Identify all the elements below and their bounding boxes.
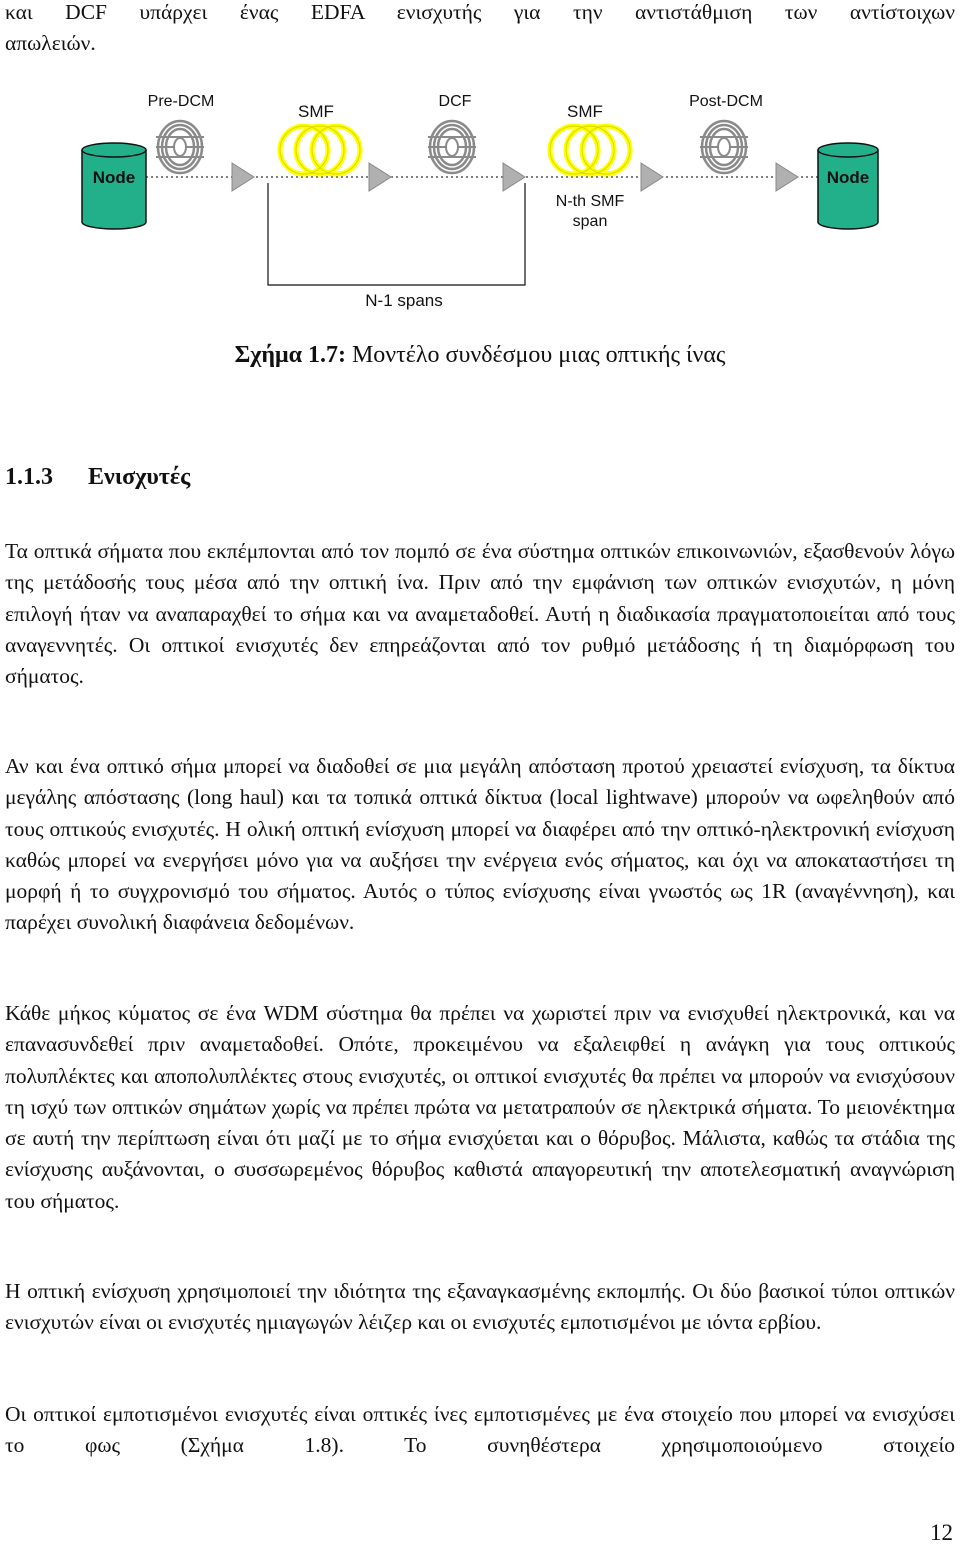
dcf-label: DCF [438,93,472,110]
post-dcm-coil [696,121,752,173]
dcf-coil [424,121,480,173]
paragraph-3: Κάθε μήκος κύματος σε ένα WDM σύστημα θα πρέπει να χωριστεί πριν να ενισχυθεί ηλεκτρονικά, και να επανασυνδεθεί πριν αναμεταδοθεί. Οπότε, προκειμένου να εξαλειφθεί η ανάγκη για τους οπτικούς πολυπλέκτες και αποπολυπλέκτες στους ενισχυτές, οι οπτικοί ενισχυτές θα πρέπει να μπορούν να ενισχύσουν τη ισχύ των οπτικών σημάτων χωρίς να πρέπει πρώτα να μετατραπούν σε ηλεκτρικά σήματα. Το μειονέκτημα σε αυτή την περίπτωση είναι ότι μαζί με το σήμα ενισχύεται και ο θόρυβος. Μάλιστα, καθώς τα στάδια της ενίσχυσης αυξάνονται, ο συσσωρεμένος θόρυβος καθιστά απαγορευτική την αποτελεσματική αναγνώριση του σήματος. [5,1001,955,1213]
amplifier-1 [232,163,254,191]
post-dcm-label: Post-DCM [689,93,763,110]
section-number: 1.1.3 [5,464,53,490]
paragraph-1: Τα οπτικά σήματα που εκπέμπονται από τον πομπό σε ένα σύστημα οπτικών επικοινωνιών, εξασθενούν λόγω της μετάδοσής τους μέσα από την οπτική ίνα. Πριν από την εμφάνιση των οπτικών ενισχυτών, η μόνη επιλογή ήταν να αναπαραχθεί το σήμα και να αναμεταδοθεί. Αυτή η διαδικασία πραγματοποιείται από τους αναγεννητές. Οι οπτικοί ενισχυτές δεν επηρεάζονται από τον ρυθμό μετάδοσης ή τη διαμόρφωση του σήματος. [5,539,955,689]
smf-label-1: SMF [298,102,334,121]
smf-label-2: SMF [567,102,603,121]
intro-line-1: και DCF υπάρχει ένας EDFA ενισχυτής για την αντιστάθμιση των αντίστοιχων [5,0,955,24]
figure-caption-text: Μοντέλο συνδέσμου μιας οπτικής ίνας [345,342,726,368]
paragraph-2: Αν και ένα οπτικό σήμα μπορεί να διαδοθεί σε μια μεγάλη απόσταση προτού χρειαστεί ενίσχυση, τα δίκτυα μεγάλης απόστασης (long haul) και τα τοπικά οπτικά δίκτυα (local lightwave) μπορούν να ωφεληθούν από τους οπτικούς ενισχυτές. Η ολική οπτική ενίσχυση μπορεί να διαφέρει από την οπτικό-ηλεκτρονική ενίσχυση καθώς μπορεί να ενεργήσει μόνο για να αυξήσει την ενέργεια ενός σήματος, και όχι να αποκαταστήσει τη μορφή ή το συγχρονισμό του σήματος. Αυτός ο τύπος ενίσχυσης είναι γνωστός ως 1R (αναγέννηση), και παρέχει συνολική διαφάνεια δεδομένων. [5,754,955,935]
figure-caption [0,342,960,369]
paragraph-4: Η οπτική ενίσχυση χρησιμοποιεί την ιδιότητα της εξαναγκασμένης εκπομπής. Οι δύο βασικοί τύποι οπτικών ενισχυτών είναι οι ενισχυτές ημιαγωγών λέιζερ και οι ενισχυτές εμποτισμένοι με ιόντα ερβίου. [5,1279,955,1335]
node-right-label: Node [826,168,870,187]
fiber-link-diagram [0,78,960,318]
intro-line-2: απωλειών. [5,31,96,55]
amplifier-3 [503,163,525,191]
amplifier-2 [369,163,391,191]
section-heading [5,464,190,491]
smf-coil-1 [280,126,360,174]
n1-spans-label: N-1 spans [365,291,443,310]
amplifier-4 [641,163,663,191]
node-left-label: Node [92,168,136,187]
nth-span-label-line1: N-th SMF [555,193,625,210]
nth-span-label-line2: span [572,213,608,230]
section-title: Ενισχυτές [88,464,191,490]
span-loop-line [268,183,525,285]
figure-caption-label: Σχήμα 1.7: [234,342,346,368]
amplifier-5 [776,163,798,191]
pre-dcm-coil [152,121,208,173]
paragraph-5: Οι οπτικοί εμποτισμένοι ενισχυτές είναι οπτικές ίνες εμποτισμένες με ένα στοιχείο που μπορεί να ενισχύσει το φως (Σχήμα 1.8). Το συνηθέστερα χρησιμοποιούμενο στοιχείο [5,1402,955,1458]
page-number: 12 [930,1520,953,1545]
smf-coil-2 [550,126,630,174]
pre-dcm-label: Pre-DCM [147,93,215,110]
